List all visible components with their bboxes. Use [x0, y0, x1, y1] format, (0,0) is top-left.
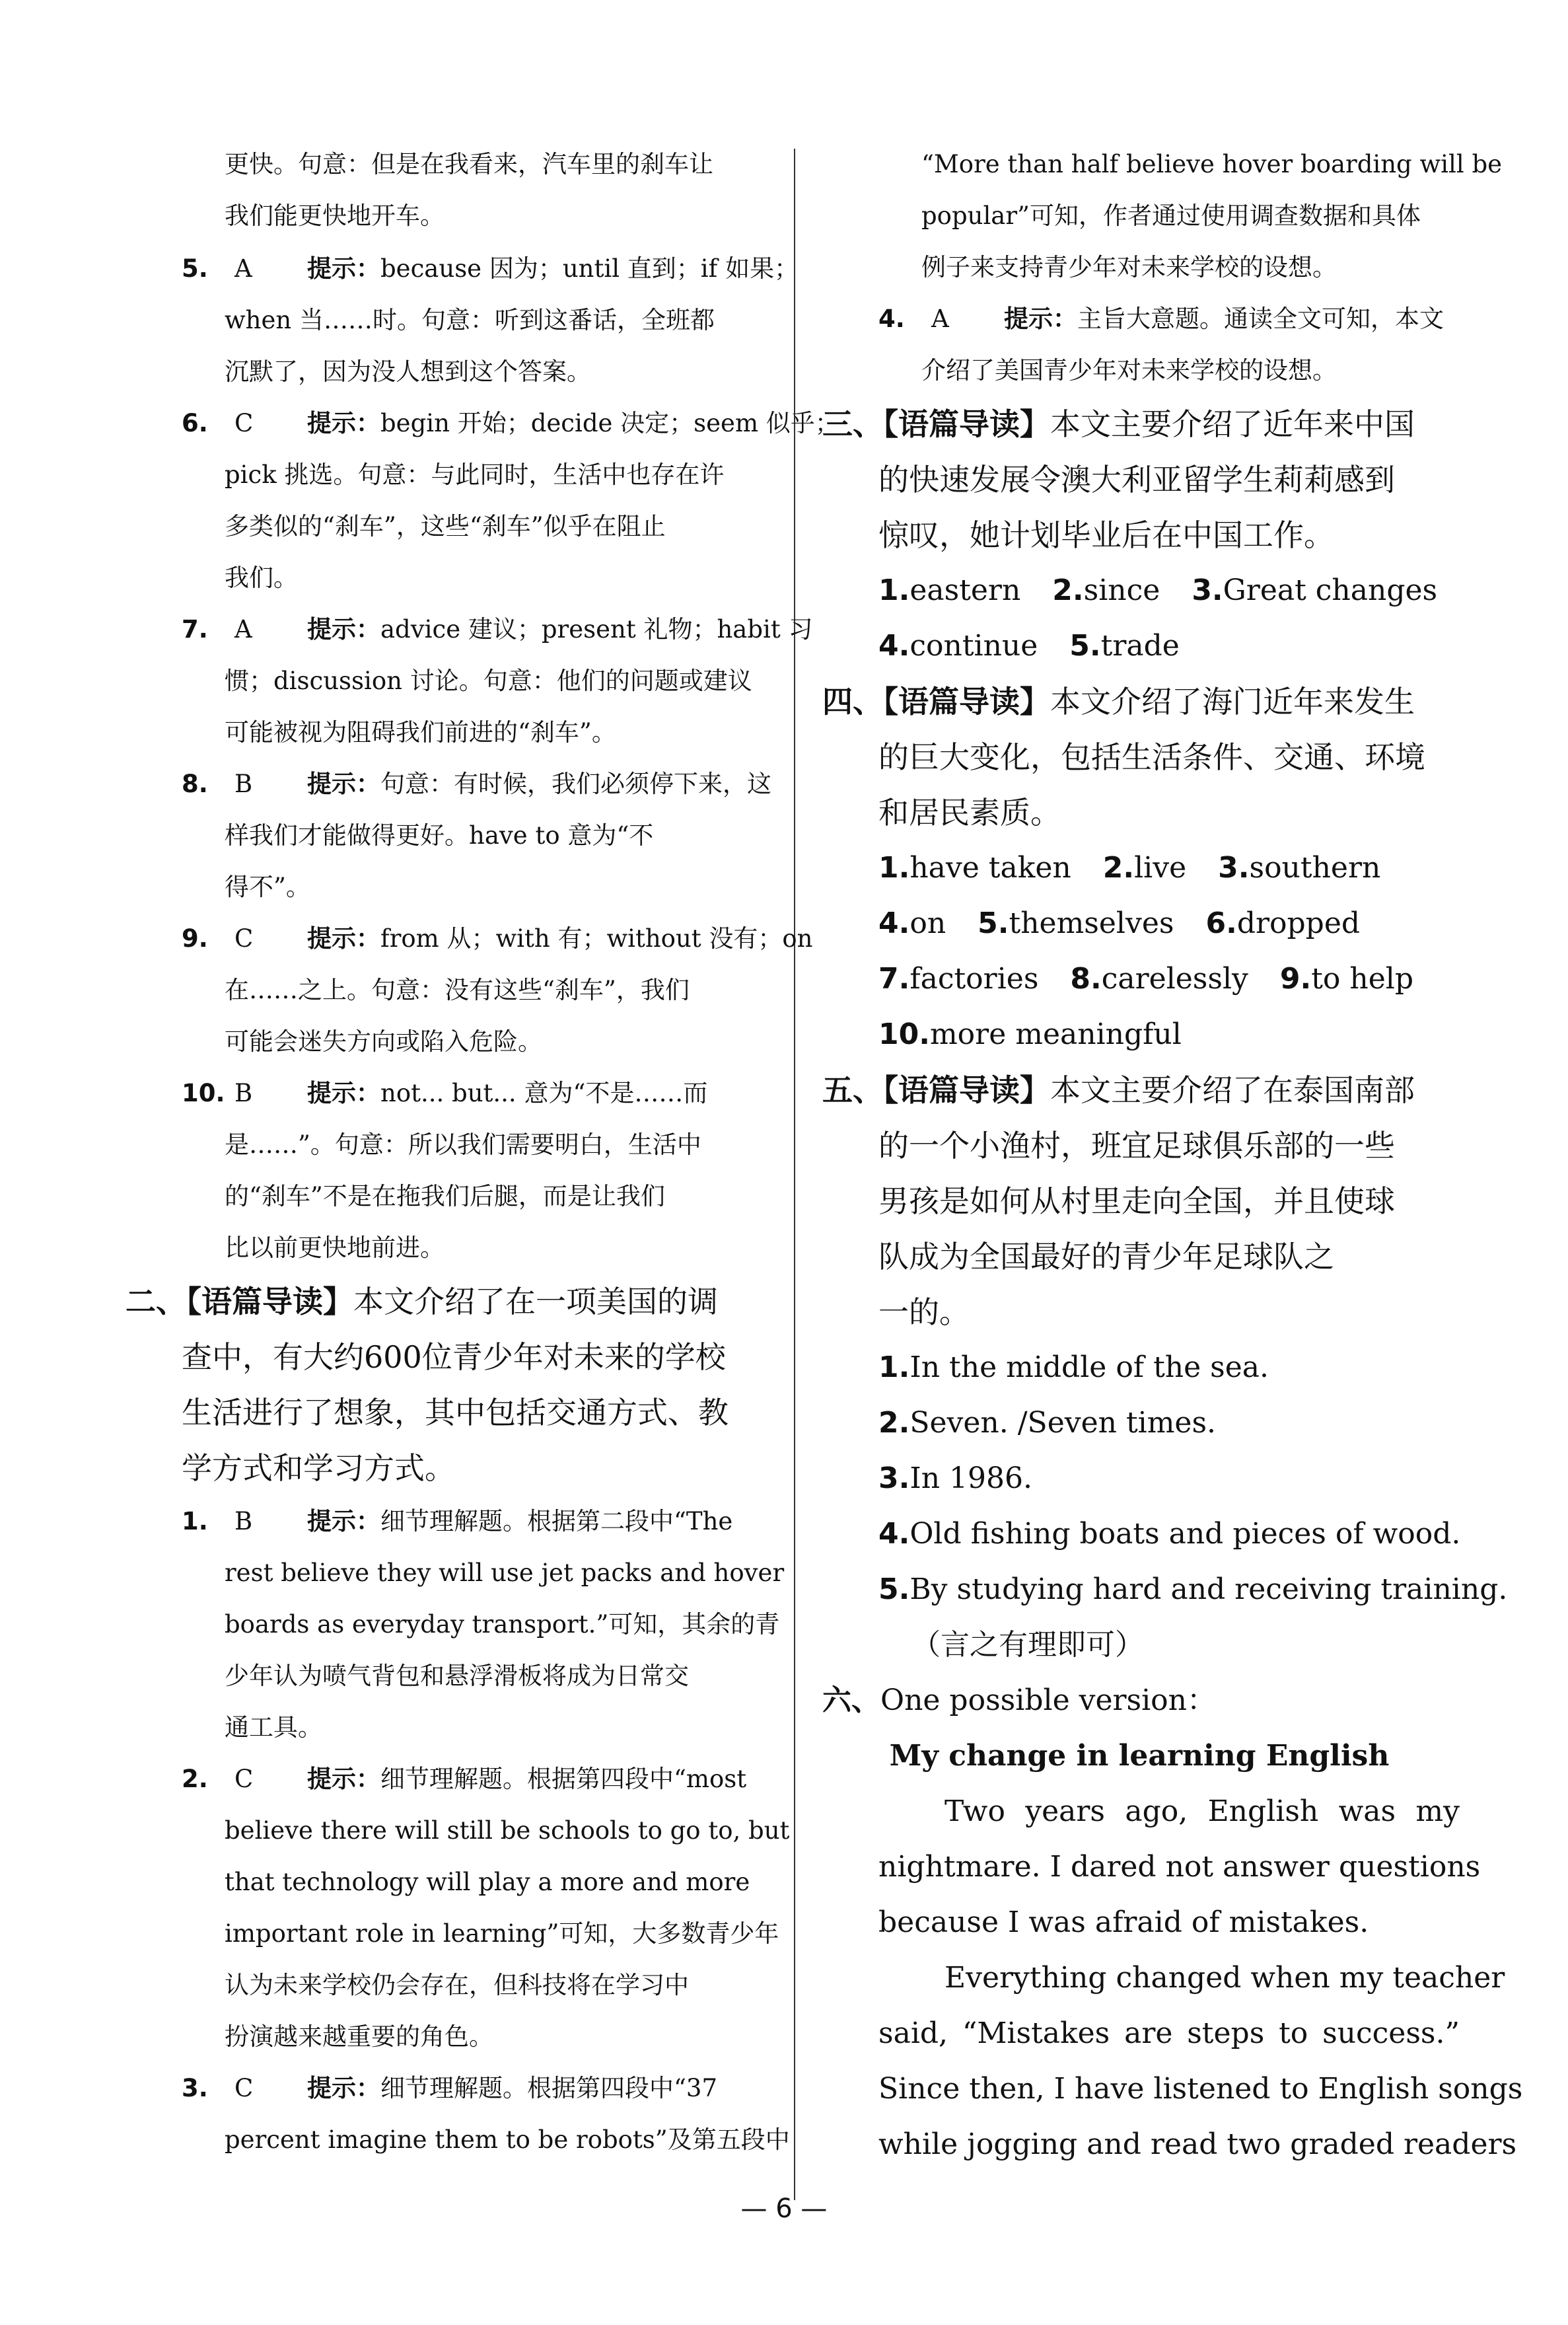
answer-text: live [1134, 851, 1187, 885]
answer-number: 10. [878, 1017, 930, 1051]
answer-number: 8. [1070, 962, 1102, 996]
answer-number: 1. [878, 573, 910, 607]
continued-text-line: popular”可知，作者通过使用调查数据和具体 [921, 202, 1421, 230]
answer-text: Great changes [1223, 573, 1438, 607]
answer-text: Old fishing boats and pieces of wood. [909, 1517, 1461, 1551]
answer-row [822, 1562, 1508, 1617]
guide-text-line: 男孩是如何从村里走向全国，并且使球 [878, 1183, 1395, 1219]
tip-text-line: 惯；discussion 讨论。句意：他们的问题或建议 [225, 667, 752, 695]
essay-line: Everything changed when my teacher [944, 1961, 1505, 1995]
answer-number: 1. [878, 1350, 910, 1384]
answer-item-line [125, 1496, 760, 1547]
answer-text: By studying hard and receiving training. [909, 1572, 1508, 1606]
item-number: 8. [182, 770, 208, 798]
guide-text-line: 学方式和学习方式。 [182, 1450, 455, 1486]
continued-text-line: “More than half believe hover boarding will be [921, 150, 1503, 178]
item-number: 6. [182, 409, 208, 437]
answer-row [822, 951, 1456, 1007]
guide-label: 【语篇导读】 [186, 1284, 353, 1319]
tip-text-line: boards as everyday transport.”可知，其余的青 [225, 1610, 780, 1639]
tip-text-line: 扮演越来越重要的角色。 [225, 2022, 493, 2051]
section-label: 六、 [822, 1683, 880, 1717]
tip-text-line: 多类似的“刹车”，这些“刹车”似乎在阻止 [225, 512, 666, 540]
guide-text-line: 和居民素质。 [878, 795, 1061, 830]
tip-text-line: 比以前更快地前进。 [225, 1234, 445, 1262]
essay-line: because I was afraid of mistakes. [878, 1905, 1369, 1939]
item-number: 3. [182, 2074, 208, 2102]
tip-text-line: percent imagine them to be robots”及第五段中 [225, 2125, 790, 2154]
answer-text: eastern [909, 573, 1021, 607]
answer-text: to help [1311, 962, 1414, 996]
answer-text: have taken [909, 851, 1071, 885]
tip-label: 提示： [1004, 305, 1077, 333]
answer-number: 4. [878, 629, 910, 663]
tip-text-line: 沉默了，因为没人想到这个答案。 [225, 357, 591, 386]
tip-text-line: 是……”。句意：所以我们需要明白，生活中 [225, 1130, 701, 1159]
item-number: 7. [182, 615, 208, 644]
guide-text-line: 惊叹，她计划毕业后在中国工作。 [878, 517, 1334, 553]
item-option: C [234, 409, 254, 437]
item-option: C [234, 924, 254, 953]
answer-number: 5. [878, 1572, 910, 1606]
answer-row [822, 840, 1456, 896]
answer-text: themselves [1009, 906, 1174, 940]
answer-item-line [125, 604, 813, 655]
guide-text: 本文介绍了在一项美国的调 [353, 1284, 718, 1319]
tip-label: 提示： [307, 254, 380, 283]
answer-text: Seven. /Seven times. [909, 1406, 1217, 1440]
tip-text-line: 可能会迷失方向或陷入危险。 [225, 1027, 542, 1056]
tip-text-line: 通工具。 [225, 1713, 322, 1742]
answer-item-line [125, 1068, 760, 1119]
section-heading [822, 1673, 1456, 1728]
left-column [125, 139, 839, 2166]
item-option: B [234, 1507, 253, 1535]
answer-text: dropped [1236, 906, 1361, 940]
tip-text-line: 的“刹车”不是在拖我们后腿，而是让我们 [225, 1182, 665, 1210]
section-heading [822, 674, 1456, 729]
answer-number: 4. [878, 1517, 910, 1551]
tip-label: 提示： [307, 615, 380, 644]
tip-label: 提示： [307, 409, 380, 437]
right-column [822, 139, 1523, 2172]
tip-text-line: when 当……时。句意：听到这番话，全班都 [225, 306, 715, 334]
item-number: 9. [182, 924, 208, 953]
tip-text-line: 在……之上。句意：没有这些“刹车”，我们 [225, 976, 690, 1004]
essay-line: Two years ago, English was my [944, 1794, 1460, 1828]
tip-text: 细节理解题。根据第四段中“37 [380, 2074, 717, 2102]
answer-text: In the middle of the sea. [909, 1350, 1269, 1384]
tip-text: from 从；with 有；without 没有；on [380, 924, 813, 953]
answer-number: 3. [1218, 851, 1250, 885]
tip-label: 提示： [307, 1765, 380, 1793]
continued-text-line: 我们能更快地开车。 [225, 202, 445, 230]
continued-text-line: 更快。句意：但是在我看来，汽车里的刹车让 [225, 150, 713, 178]
tip-text-line: that technology will play a more and more [225, 1868, 750, 1896]
guide-text-line: 生活进行了想象，其中包括交通方式、教 [182, 1395, 729, 1430]
guide-text-line: 的一个小渔村，班宜足球俱乐部的一些 [878, 1128, 1395, 1163]
essay-line: nightmare. I dared not answer questions [878, 1850, 1481, 1884]
tip-label: 提示： [307, 2074, 380, 2102]
answer-text: continue [909, 629, 1038, 663]
answer-item-line [125, 398, 839, 449]
answer-number: 9. [1279, 962, 1312, 996]
section-label: 二、 [125, 1284, 186, 1319]
continued-text-line: 例子来支持青少年对未来学校的设想。 [921, 253, 1337, 281]
answer-item-line [125, 2063, 760, 2114]
item-option: A [234, 615, 252, 644]
essay-line: Since then, I have listened to English songs [878, 2072, 1523, 2106]
item-number: 4. [878, 305, 905, 333]
answer-number: 2. [1052, 573, 1084, 607]
tip-label: 提示： [307, 924, 380, 953]
tip-text-line: rest believe they will use jet packs and hover [225, 1559, 785, 1587]
answer-text: southern [1249, 851, 1381, 885]
tip-text-line: important role in learning”可知，大多数青少年 [225, 1919, 779, 1948]
tip-text-line: 我们。 [225, 564, 298, 592]
tip-text: not... but... 意为“不是……而 [380, 1079, 708, 1107]
answer-number: 7. [878, 962, 910, 996]
item-number: 5. [182, 254, 208, 283]
tip-text-line: 认为未来学校仍会存在，但科技将在学习中 [225, 1971, 689, 1999]
section-heading [822, 1062, 1456, 1118]
tip-label: 提示： [307, 1079, 380, 1107]
answer-text: on [909, 906, 946, 940]
answer-row [822, 1395, 1456, 1451]
answer-number: 2. [878, 1406, 910, 1440]
answer-item-line [125, 243, 799, 295]
tip-text-line: 可能被视为阻碍我们前进的“刹车”。 [225, 718, 616, 747]
answer-number: 2. [1102, 851, 1135, 885]
answer-item-line [125, 913, 813, 965]
answer-item-line [125, 758, 771, 810]
answer-item-line [822, 293, 1456, 345]
guide-text-line: 一的。 [878, 1294, 970, 1330]
answer-row [822, 563, 1456, 618]
tip-text: because 因为；until 直到；if 如果； [380, 254, 799, 283]
answer-number: 3. [1192, 573, 1223, 607]
tip-label: 提示： [307, 770, 380, 798]
item-option: C [234, 2074, 254, 2102]
guide-text: 本文主要介绍了在泰国南部 [1050, 1072, 1415, 1108]
page-number: — 6 — [740, 2194, 828, 2224]
answer-number: 5. [1069, 629, 1101, 663]
guide-text-line: 的巨大变化，包括生活条件、交通、环境 [878, 739, 1425, 775]
tip-text: 细节理解题。根据第四段中“most [380, 1765, 747, 1793]
tip-text: 句意：有时候，我们必须停下来，这 [380, 770, 771, 798]
guide-text-line: 队成为全国最好的青少年足球队之 [878, 1239, 1334, 1274]
item-option: C [234, 1765, 254, 1793]
answer-number: 4. [878, 906, 910, 940]
guide-text: 本文介绍了海门近年来发生 [1050, 684, 1415, 720]
item-option: B [234, 1079, 253, 1107]
answer-text: more meaningful [929, 1017, 1182, 1051]
essay-line: said, “Mistakes are steps to success.” [878, 2016, 1460, 2050]
answer-text: factories [909, 962, 1039, 996]
tip-text-line: 少年认为喷气背包和悬浮滑板将成为日常交 [225, 1662, 689, 1690]
tip-text-line: 得不”。 [225, 873, 310, 901]
answer-item-line [125, 1753, 760, 1805]
item-number: 1. [182, 1507, 208, 1535]
tip-text: advice 建议；present 礼物；habit 习 [380, 615, 813, 644]
guide-text-line: 查中，有大约600位青少年对未来的学校 [182, 1339, 726, 1375]
essay-line: while jogging and read two graded readers [878, 2127, 1517, 2161]
answer-row [822, 1340, 1456, 1395]
answer-number: 3. [878, 1461, 910, 1495]
tip-text-line: 介绍了美国青少年对未来学校的设想。 [921, 356, 1337, 385]
item-number: 10. [182, 1079, 225, 1107]
answer-text: since [1083, 573, 1160, 607]
tip-text: begin 开始；decide 决定；seem 似乎； [380, 409, 839, 437]
section-label: 四、 [822, 684, 883, 720]
guide-label: 【语篇导读】 [883, 1072, 1050, 1108]
guide-text: 本文主要介绍了近年来中国 [1050, 406, 1415, 442]
section-heading [125, 1274, 760, 1329]
answer-number: 5. [978, 906, 1009, 940]
answer-text: In 1986. [909, 1461, 1033, 1495]
answer-note: （言之有理即可） [911, 1628, 1144, 1662]
item-option: A [931, 305, 949, 333]
item-option: B [234, 770, 253, 798]
answer-row [822, 1007, 1456, 1062]
tip-text-line: pick 挑选。句意：与此同时，生活中也存在许 [225, 461, 725, 489]
answer-row [822, 618, 1456, 674]
answer-row [822, 896, 1456, 951]
section-label: 三、 [822, 406, 883, 442]
column-divider [794, 149, 795, 2200]
section-text: One possible version： [880, 1683, 1216, 1717]
tip-text: 主旨大意题。通读全文可知，本文 [1077, 305, 1444, 333]
section-heading [822, 396, 1456, 452]
answer-row [822, 1506, 1461, 1562]
guide-text-line: 的快速发展令澳大利亚留学生莉莉感到 [878, 462, 1395, 498]
answer-number: 1. [878, 851, 910, 885]
guide-label: 【语篇导读】 [883, 684, 1050, 720]
tip-text-line: believe there will still be schools to go to, but [225, 1816, 790, 1845]
tip-label: 提示： [307, 1507, 380, 1535]
section-label: 五、 [822, 1072, 883, 1108]
answer-text: trade [1100, 629, 1180, 663]
answer-number: 6. [1205, 906, 1237, 940]
tip-text-line: 样我们才能做得更好。have to 意为“不 [225, 821, 654, 850]
answer-text: carelessly [1101, 962, 1248, 996]
tip-text: 细节理解题。根据第二段中“The [380, 1507, 733, 1535]
essay-title: My change in learning English [889, 1739, 1390, 1773]
answer-row [822, 1451, 1456, 1506]
item-option: A [234, 254, 252, 283]
item-number: 2. [182, 1765, 208, 1793]
guide-label: 【语篇导读】 [883, 406, 1050, 442]
